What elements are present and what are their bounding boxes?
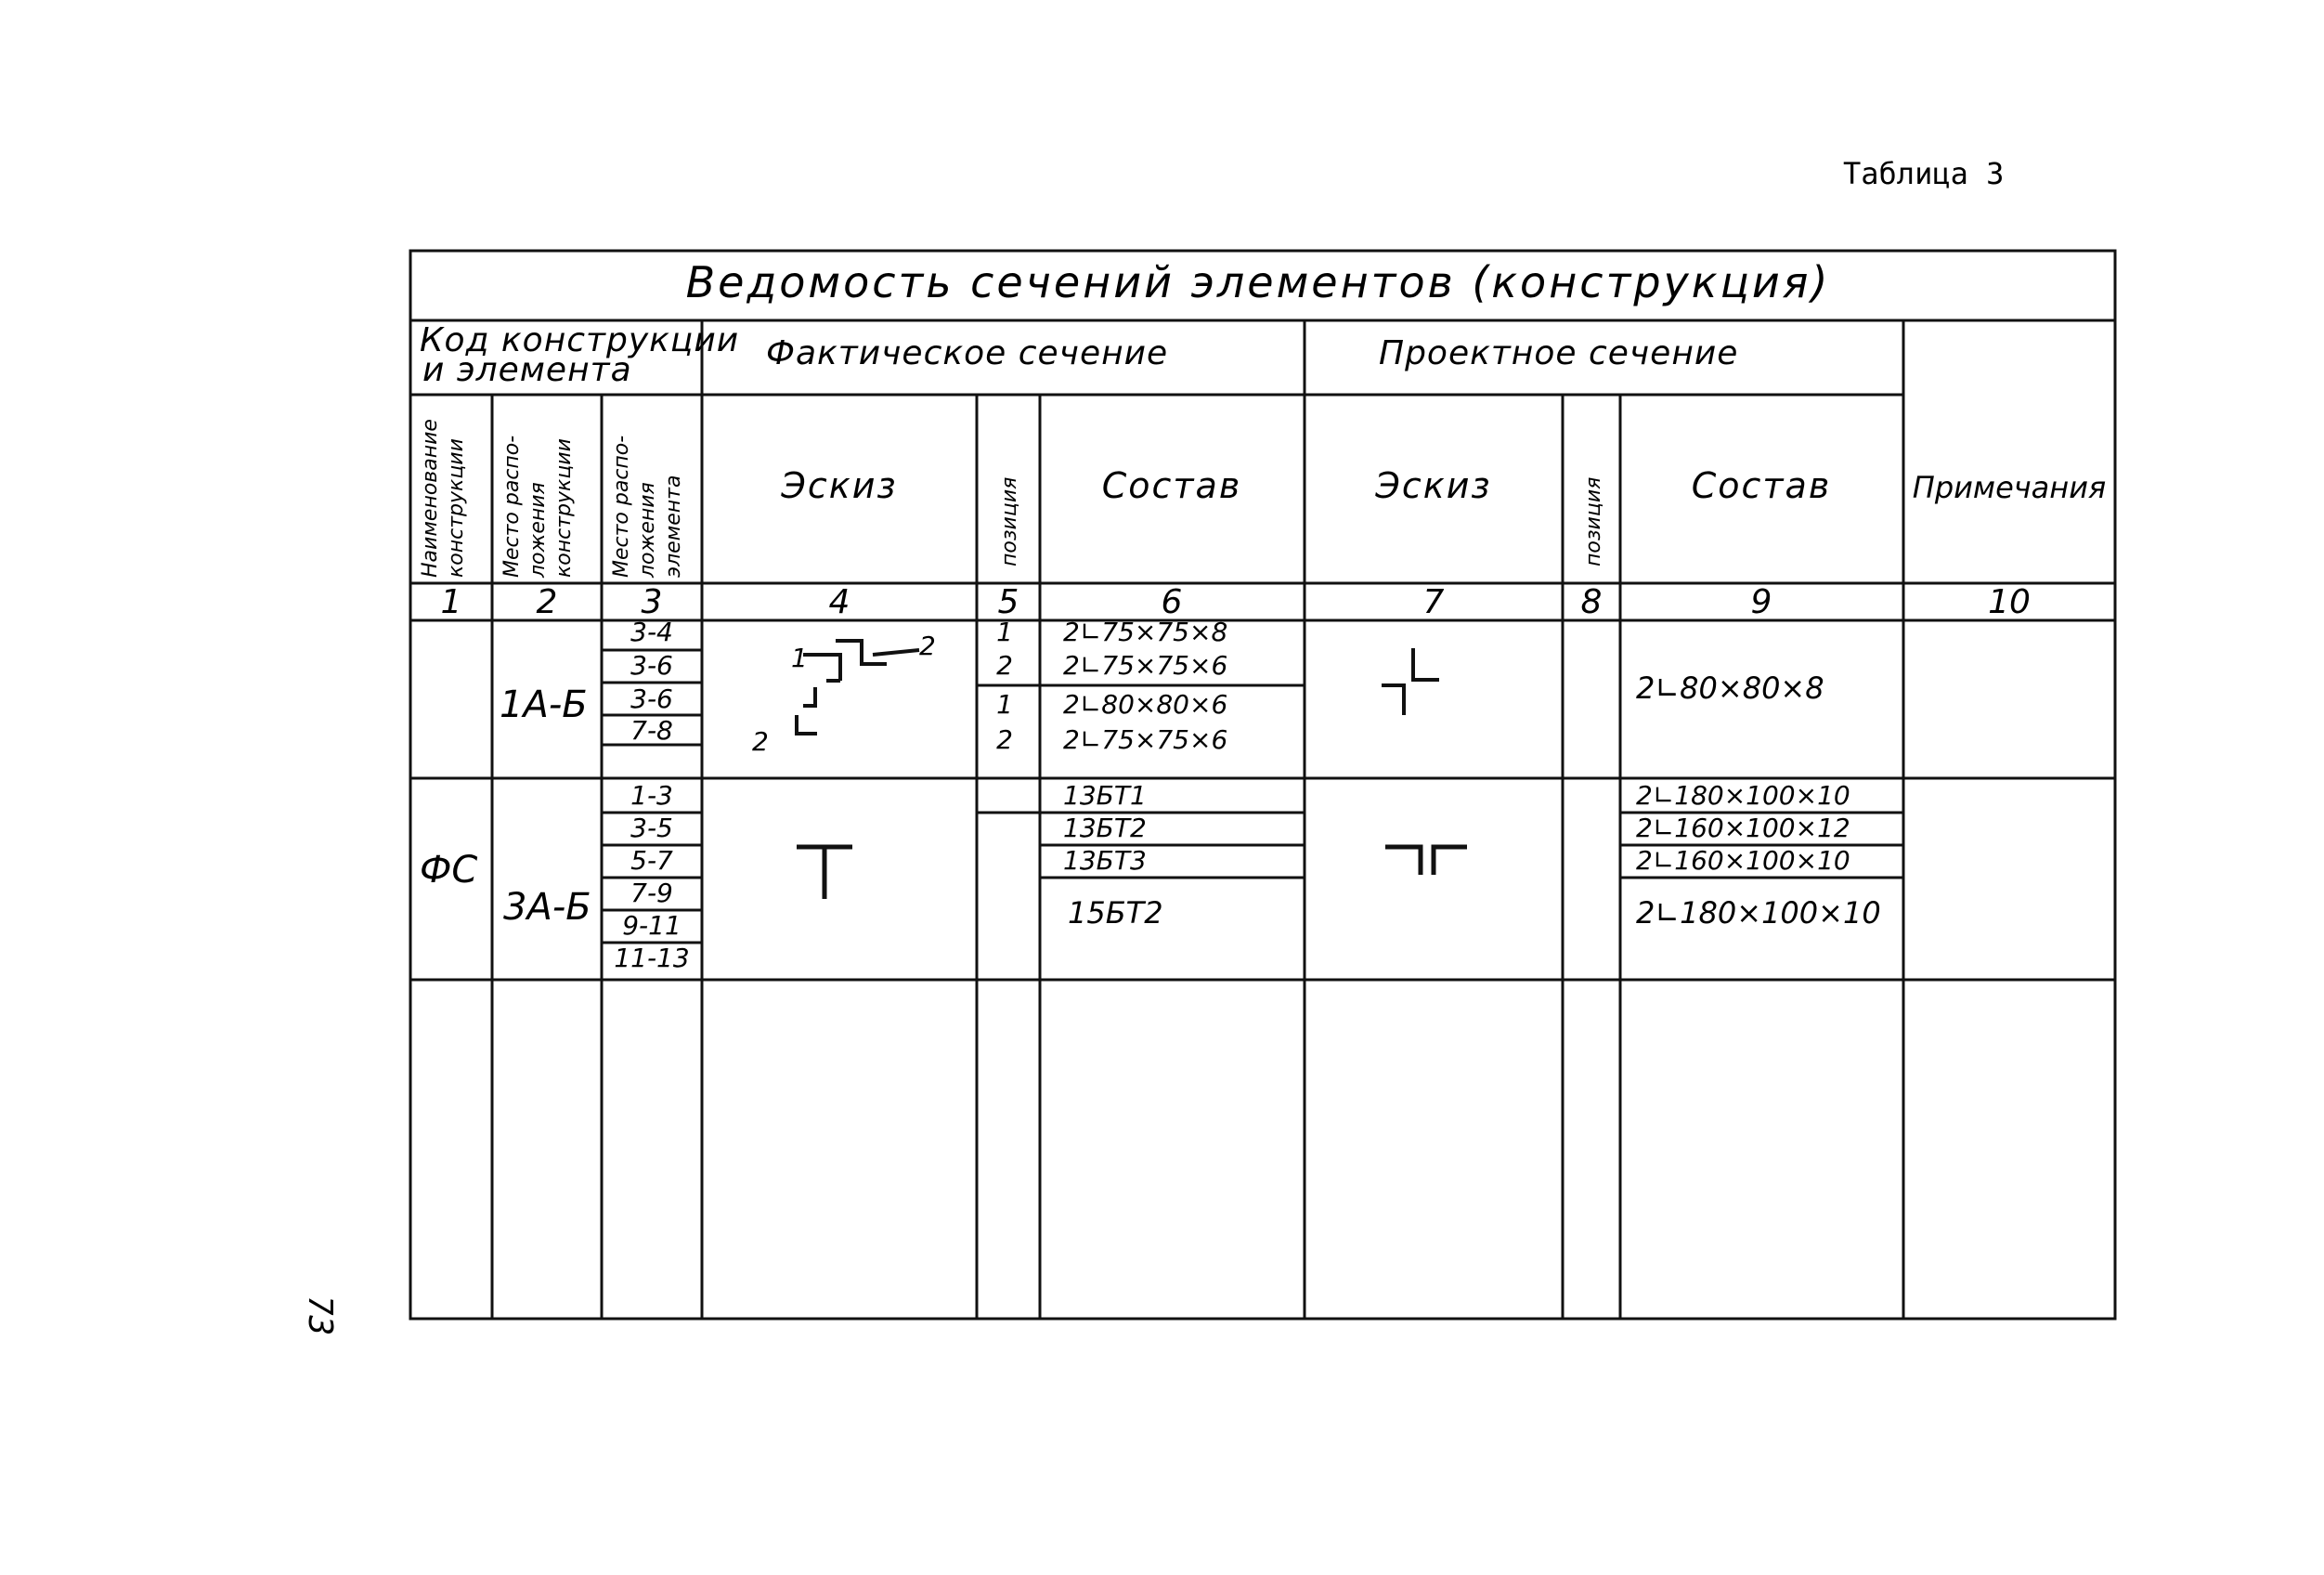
double-angle-sketch bbox=[1385, 847, 1467, 875]
element-cell: 1-3 bbox=[630, 780, 673, 811]
svg-text:9: 9 bbox=[1750, 583, 1772, 621]
svg-text:4: 4 bbox=[828, 583, 850, 621]
header-design-section: Проектное сечение bbox=[1379, 334, 1739, 372]
place-1: 1А-Б bbox=[500, 683, 588, 726]
svg-text:3: 3 bbox=[641, 583, 663, 621]
svg-text:2: 2 bbox=[536, 583, 558, 621]
header-composition: Состав bbox=[1101, 465, 1242, 506]
svg-text:Место распо-: Место распо- bbox=[500, 435, 524, 578]
table-caption: Таблица 3 bbox=[1843, 156, 2005, 191]
header-sketch: Эскиз bbox=[781, 465, 898, 506]
composition-cell: 2∟80×80×6 bbox=[1063, 689, 1228, 720]
table-title: Ведомость сечений элементов (конструкция) bbox=[685, 257, 1831, 307]
element-cell: 3-5 bbox=[630, 813, 673, 843]
place-2: 3А-Б bbox=[503, 886, 591, 929]
composition-cell: 13БТ3 bbox=[1063, 845, 1147, 876]
design-composition: 2∟160×100×10 bbox=[1636, 845, 1850, 876]
element-cell: 5-7 bbox=[630, 845, 673, 876]
element-cell: 7-9 bbox=[630, 878, 673, 908]
composition-cell: 2∟75×75×6 bbox=[1063, 724, 1228, 755]
element-cell: 7-8 bbox=[630, 715, 673, 746]
header-sketch-2: Эскиз bbox=[1375, 465, 1492, 506]
composition-cell: 13БТ1 bbox=[1063, 780, 1147, 811]
header-position-2: позиция bbox=[1582, 476, 1605, 566]
element-cell: 9-11 bbox=[622, 910, 682, 941]
header-col2 bbox=[500, 436, 576, 579]
svg-text:10: 10 bbox=[1988, 583, 2031, 621]
header-code-group-2: и элемента bbox=[422, 351, 632, 389]
header-col1 bbox=[419, 419, 468, 578]
design-composition: 2∟180×100×10 bbox=[1636, 895, 1881, 931]
element-cell: 3-4 bbox=[630, 617, 673, 647]
composition-cell: 2∟75×75×8 bbox=[1063, 617, 1228, 647]
element-cell: 3-6 bbox=[630, 683, 673, 714]
composition-cell: 2∟75×75×6 bbox=[1063, 650, 1228, 681]
composition-cell: 13БТ2 bbox=[1063, 813, 1147, 843]
header-col3 bbox=[610, 436, 685, 579]
position-cell: 2 bbox=[996, 724, 1013, 755]
column-numbers bbox=[441, 583, 2031, 621]
design-composition-1: 2∟80×80×8 bbox=[1636, 670, 1824, 706]
svg-text:элемента: элемента bbox=[662, 475, 685, 578]
svg-text:5: 5 bbox=[997, 583, 1019, 621]
sketch-label: 2 bbox=[919, 631, 936, 661]
svg-text:ложения: ложения bbox=[526, 482, 550, 578]
page-number: 73 bbox=[301, 1295, 339, 1336]
svg-text:конструкции: конструкции bbox=[445, 438, 468, 578]
header-notes: Примечания bbox=[1912, 470, 2107, 505]
sketch-label: 2 bbox=[752, 726, 769, 757]
svg-text:Место распо-: Место распо- bbox=[610, 435, 633, 578]
svg-text:ложения: ложения bbox=[636, 482, 659, 578]
position-cell: 2 bbox=[996, 650, 1013, 681]
sketch-label: 1 bbox=[791, 643, 808, 673]
header-code-group: Код конструкции bbox=[420, 321, 740, 359]
element-cell: 11-13 bbox=[614, 943, 690, 973]
header-composition-2: Состав bbox=[1691, 465, 1832, 506]
svg-text:7: 7 bbox=[1422, 583, 1445, 621]
position-cell: 1 bbox=[996, 617, 1013, 647]
svg-text:6: 6 bbox=[1161, 583, 1183, 621]
svg-text:1: 1 bbox=[440, 583, 462, 621]
design-composition: 2∟160×100×12 bbox=[1636, 813, 1850, 843]
tee-section-sketch bbox=[797, 847, 852, 899]
design-composition: 2∟180×100×10 bbox=[1636, 780, 1850, 811]
svg-text:конструкции: конструкции bbox=[552, 438, 576, 578]
construction-name: ФС bbox=[420, 849, 478, 892]
header-position: позиция bbox=[998, 476, 1021, 566]
svg-text:8: 8 bbox=[1580, 583, 1603, 621]
position-cell: 1 bbox=[996, 689, 1013, 720]
design-angle-sketch bbox=[1382, 648, 1439, 715]
angle-pair-sketch bbox=[797, 641, 919, 734]
header-actual-section: Фактическое сечение bbox=[766, 334, 1169, 372]
composition-cell: 15БТ2 bbox=[1068, 895, 1163, 931]
element-cell: 3-6 bbox=[630, 650, 673, 681]
svg-text:Наименование: Наименование bbox=[419, 419, 442, 578]
